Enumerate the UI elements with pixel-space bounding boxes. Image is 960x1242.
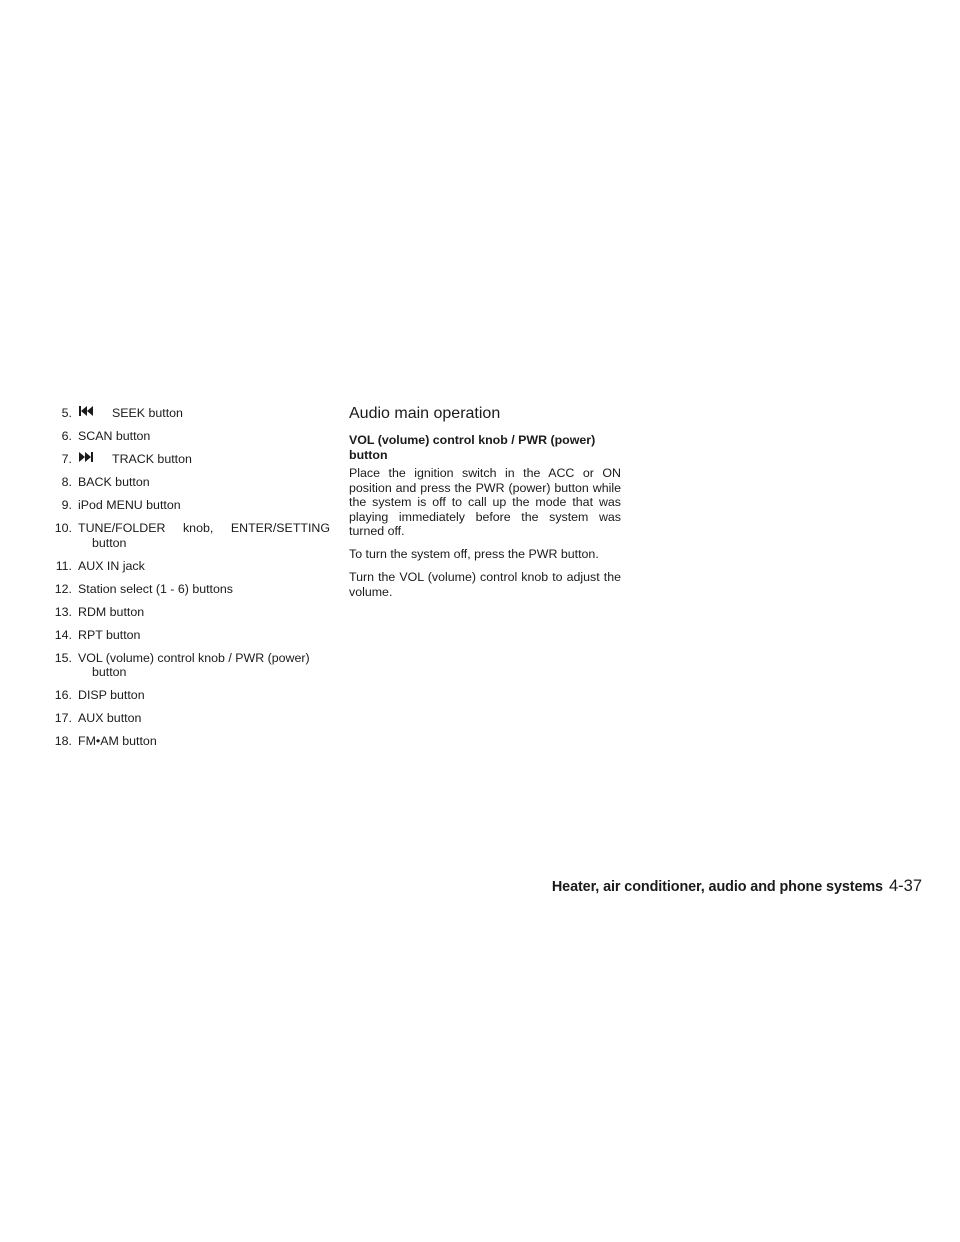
footer-section-name: Heater, air conditioner, audio and phone systems [551, 879, 883, 895]
item-label: TRACK button [112, 452, 192, 466]
paragraph: Place the ignition switch in the ACC or ON position and press the PWR (power) button while the system is off to call up the mode that was playing immediately before the system was turned off. [349, 466, 621, 538]
item-number: 16. [54, 688, 72, 702]
item-number: 7. [61, 452, 72, 466]
item-label: BACK button [78, 475, 150, 489]
page-number: 4-37 [888, 877, 922, 895]
list-item [48, 582, 330, 597]
item-label: SCAN button [78, 429, 151, 443]
item-label: Station select (1 - 6) buttons [78, 581, 233, 596]
seek-back-icon [78, 406, 112, 420]
item-label-continuation: button [92, 535, 127, 550]
control-list [48, 406, 330, 757]
list-item [48, 628, 330, 643]
item-label: FM•AM button [78, 734, 157, 748]
paragraph: Turn the VOL (volume) control knob to adjust the volume. [349, 570, 621, 599]
list-item [48, 429, 330, 444]
item-number: 17. [54, 711, 72, 725]
track-forward-icon [78, 452, 112, 466]
item-label: VOL (volume) control knob / PWR (power) [78, 650, 310, 665]
section-title: Audio main operation [349, 405, 501, 422]
list-item [48, 688, 330, 703]
list-item [48, 605, 330, 620]
list-item [48, 559, 330, 574]
item-number: 5. [61, 406, 72, 420]
item-number: 15. [54, 650, 72, 665]
item-label: DISP button [78, 688, 145, 702]
list-item [48, 734, 330, 749]
item-label: SEEK button [112, 406, 183, 420]
page-footer [500, 877, 922, 896]
item-number: 13. [54, 604, 72, 619]
item-number: 10. [54, 521, 72, 535]
list-item [48, 452, 330, 467]
list-item [48, 651, 330, 680]
list-item [48, 498, 330, 513]
item-number: 9. [61, 498, 72, 512]
item-label: TUNE/FOLDER knob, ENTER/SETTING [78, 521, 330, 535]
item-label: AUX button [78, 711, 142, 725]
list-item [48, 711, 330, 726]
sub-heading: VOL (volume) control knob / PWR (power) button [349, 433, 596, 462]
item-label: RPT button [78, 627, 141, 642]
item-number: 18. [54, 734, 72, 748]
item-number: 6. [61, 429, 72, 443]
item-label-continuation: button [92, 665, 127, 679]
item-label: RDM button [78, 604, 145, 619]
paragraph: To turn the system off, press the PWR button. [349, 547, 599, 561]
item-label: AUX IN jack [78, 558, 145, 573]
item-number: 12. [54, 581, 72, 596]
list-item [48, 406, 330, 421]
item-number: 8. [61, 475, 72, 489]
item-number: 14. [54, 627, 72, 642]
item-label: iPod MENU button [78, 498, 181, 512]
list-item [48, 521, 330, 550]
item-number: 11. [55, 558, 72, 573]
list-item [48, 475, 330, 490]
audio-main-operation-section [349, 404, 621, 608]
